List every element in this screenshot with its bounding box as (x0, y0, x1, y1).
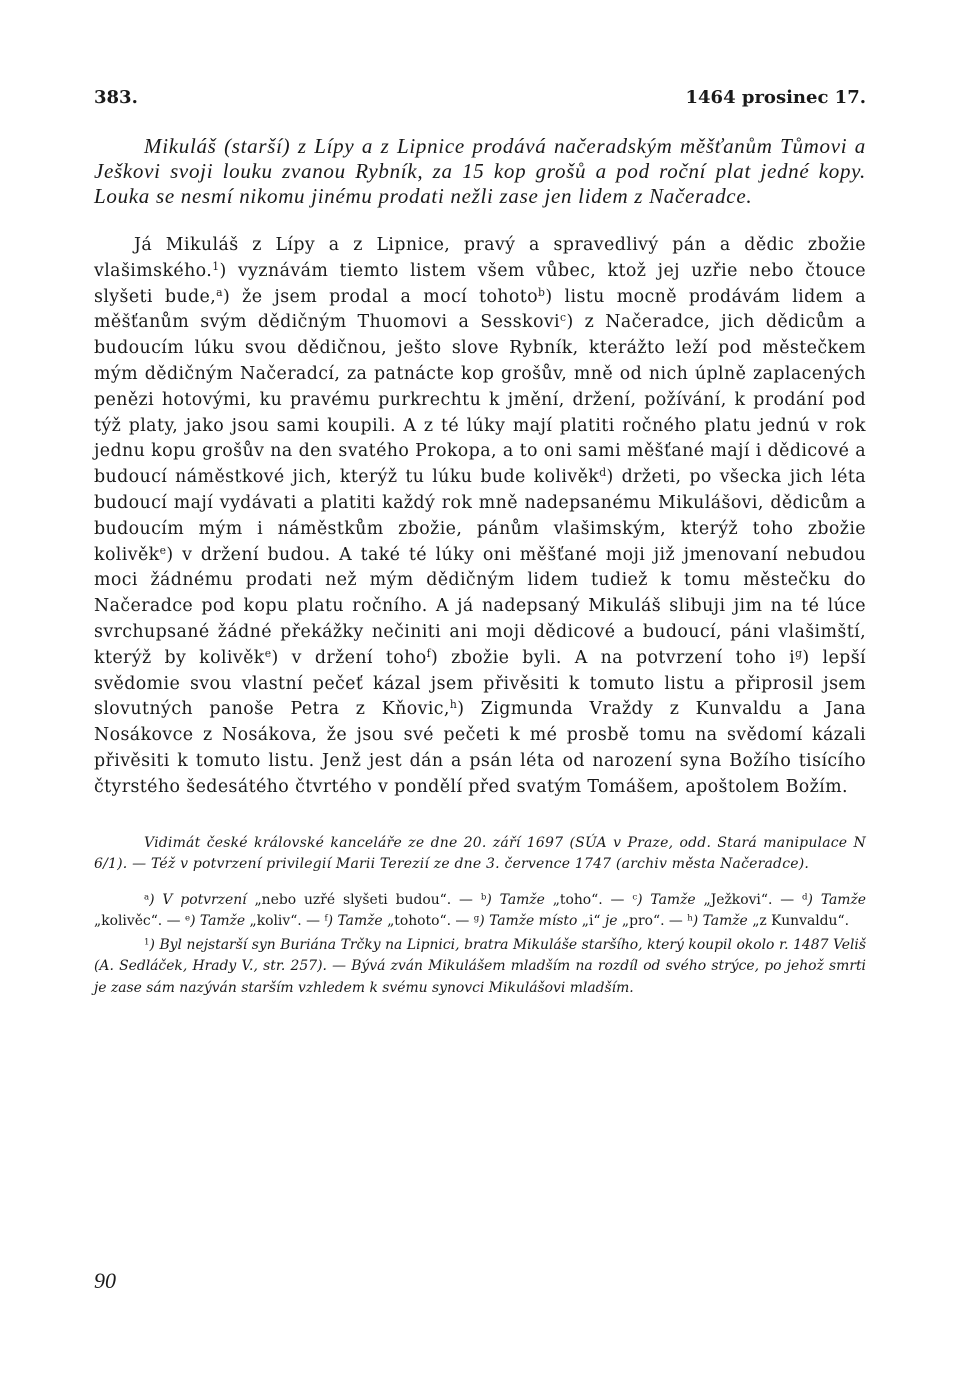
text-segment: Já Mikuláš z Lípy a z Lipnice, pravý a spravedlivý pán a dědic zbožie vlašimského. (94, 235, 866, 281)
document-date: 1464 prosinec 17. (685, 87, 866, 108)
explanatory-note (94, 935, 866, 1000)
footnote-marker: 1 (212, 259, 220, 273)
text-segment: ) Zigmunda Vraždy z Kunvaldu a Jana Nosákovce z Nosákova, že jsou své pečeti k mé prosbě tomu na svědomí kázali přivěsiti k tomuto listu. Jenž jest dán a psán léta od narození syna Božího tisícího čtyrstého šedesátého čtvrtého v pondělí před svatým Tomášem, apoštolem Božím. (94, 699, 866, 797)
note-quote: „i“ (577, 913, 605, 930)
text-segment: ) zbožie byli. A na potvrzení toho i (430, 647, 796, 668)
footnote-marker: g (795, 646, 803, 660)
text-segment: ) lepší svědomie svou vlastní pečeť kázal jsem přivěsiti k tomuto listu a připrosil jsem slovutných panoše Petra z Kňovic, (94, 647, 866, 720)
footnote-marker: b (538, 285, 546, 299)
note-text: ) Tamže (692, 913, 748, 930)
regest-summary: Mikuláš (starší) z Lípy a z Lipnice prodává načeradským měšťanům Tůmovi a Ješkovi svoji louku zvanou Rybník, za 15 kop grošů a pod roční plat jedné kopy. Louka se nesmí nikomu jinému prodati nežli zase jen lidem z Načeradce. (94, 134, 866, 208)
note-marker: g (473, 913, 480, 924)
charter-text (94, 233, 866, 801)
document-header (94, 86, 866, 110)
note-quote: „pro“. — (617, 913, 688, 930)
footnotes (94, 890, 866, 1000)
note-text: je (604, 913, 618, 930)
footnote-marker: f (426, 646, 431, 660)
note-marker: e (184, 913, 191, 924)
footnote-marker: a (216, 285, 223, 299)
note-quote: „toho“. — (544, 891, 633, 908)
note-text: ) Tamže (637, 891, 696, 908)
note-text: ) Byl nejstarší syn Buriána Trčky na Lipnici, bratra Mikuláše staršího, který koupil okolo r. 1487 Veliš (A. Sedláček, Hrady V., str. 257). — Bývá zván Mikulášem mladším na rozdíl od svého strýce, po jehož smrti je zase sám nazýván starším vzhledem k svému synovci Mikulášovi mladším. (94, 936, 866, 996)
note-quote: „koliv“. — (245, 913, 325, 930)
note-marker: a (144, 891, 150, 902)
text-segment: ) vyznávám tiemto listem všem vůbec, ktož jej uzřie nebo čtouce slyšeti bude, (94, 260, 866, 307)
note-marker: d (802, 891, 808, 902)
footnote-marker: e (159, 543, 167, 557)
note-marker: 1 (144, 936, 150, 947)
note-quote: „tohoto“. — (382, 913, 474, 930)
text-segment: ) držeti, po všecka jich léta budoucí mají vydávati a platiti každý rok mně nadepsanému Mikulášovi, dědicům a budoucím mým i náměstkům zbožie, pánům vlašimským, kterýž toho zbožie kolivěk (94, 467, 866, 565)
source-note: Vidimát české královské kanceláře ze dne 20. září 1697 (SÚA v Praze, odd. Stará manipulace N 6/1). — Též v potvrzení privilegií Marii Terezií ze dne 3. července 1747 (archiv města Načeradce). (94, 834, 866, 873)
note-marker: b (480, 891, 487, 902)
note-marker: f (324, 913, 328, 924)
note-text: ) Tamže (807, 891, 867, 908)
note-text: ) Tamže místo (479, 913, 578, 930)
note-text: ) Tamže (327, 913, 383, 930)
note-marker: h (687, 913, 693, 924)
text-segment: ) v držení budou. A také té lúky oni měšťané moji již jmenovaní nebudou moci žádnému prodati než mým dědičným lidem tudiež k tomu městečku do Načeradce pod kopu platu ročního. A já nadepsaný Mikuláš slibuji jim na té lúce svrchupsané žádné překážky nečiniti ani moji dědicové a budoucí, páni vlašimští, kterýž by kolivěk (94, 544, 866, 668)
document-number: 383. (94, 87, 138, 108)
text-segment: ) listu mocně prodávám lidem a měšťanům svým dědičným Thuomovi a Sesskovi (94, 286, 866, 333)
footnote-marker: c (560, 311, 567, 325)
textual-notes (94, 890, 866, 933)
document-page (94, 86, 866, 1001)
note-quote: „Ježkovi“. — (695, 891, 803, 908)
note-marker: c (632, 891, 638, 902)
footnote-marker: h (449, 698, 458, 712)
footnote-marker: e (264, 646, 272, 660)
note-text: ) Tamže (486, 891, 545, 908)
footnote-marker: d (599, 466, 607, 480)
note-quote: „z Kunvaldu“. (747, 913, 850, 930)
note-quote: „nebo uzřé slyšeti budou“. — (246, 891, 481, 908)
text-segment: ) z Načeradce, jich dědicům a budoucím lúku svou dědičnou, ješto slove Rybník, kterážto leží pod městečkem mým dědičným Načeradcí, za patnácte kop grošův, mně od nich úplně zaplacených penězi hotovými, ku pravému purkrechtu k jmění, držení, požívání, k prodání pod týž platy, jako jsou sami koupili. A z té lúky mají platiti ročného platu jednú v rok jednu kopu grošův na den svatého Prokopa, a to oni sami měšťané mají i dědicové a budoucí náměstkové jich, kterýž tu lúku bude kolivěk (94, 312, 866, 488)
note-quote: „kolivěc“. — (94, 913, 185, 930)
note-text: ) Tamže (190, 913, 246, 930)
page-number: 90 (94, 1268, 116, 1293)
text-segment: ) že jsem prodal a mocí tohoto (222, 286, 539, 307)
note-text: ) V potvrzení (149, 891, 247, 908)
text-segment: ) v držení toho (271, 647, 427, 668)
